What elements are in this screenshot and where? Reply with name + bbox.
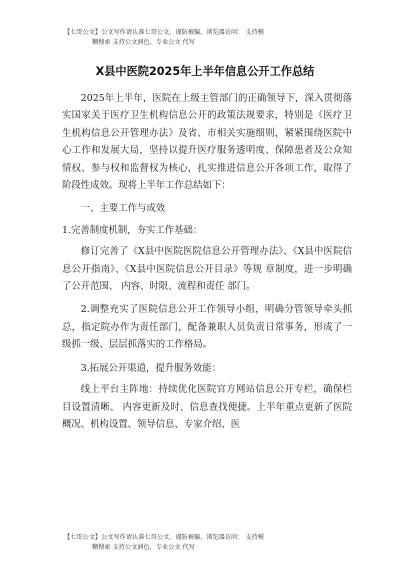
top-notice [64,28,364,48]
bottom-notice-line2: 糊搜索 支持公文润色，专业公文 代写 [92,544,195,551]
section-heading-main-work: 一、主要工作与成效 [80,203,166,215]
item1-paragraph: 修订完善了《X县中医院医院信息公开管理办法》、《X县中医院信息公开指南》、《X县中医院信息公开目录》等规 章制度，进一步明确了公开范围、 内容、时限、流程和责任 部门。 [62,246,352,293]
top-notice-line1: 【七哥公文】公文写作请认准七哥公文，谨防被骗，浏览器访问： 支持模 [64,29,264,36]
item2-paragraph: 2.调整充实了医院信息公开工作领导小组，明确分管领导牵头抓总，指定院办作为责任部门，配备兼职人员负责日常事务，形成了一级抓一级、层层抓落实的工作格局。 [62,304,352,351]
document-body [62,90,352,439]
document-title: X县中医院2025年上半年信息公开工作总结 [95,65,315,78]
item3-heading: 3.拓展公开渠道，提升服务效能： [80,362,221,374]
top-notice-line2: 糊搜索 支持公文润色，专业公文 代写 [92,39,195,46]
item1-heading: 1.完善制度机制，夯实工作基础： [62,224,203,236]
bottom-notice [64,533,364,553]
intro-paragraph: 2025年上半年，医院在上级主管部门的正确领导下，深入贯彻落实国家关于医疗卫生机构信息公开的政策法规要求，特别是《医疗卫生机构信息公开管理办法》及省、市相关实施细则，紧紧围绕医院中心工作和发展大局，坚持以提升医疗服务透明度、保障患者及公众知情权、参与权和监督权为核心，扎实推进信息公开各项工作，取得了阶段性成效。现将上半年工作总结如下： [62,93,352,192]
bottom-notice-line1: 【七哥公文】公文写作请认准七哥公文，谨防被骗，浏览器访问： 支持模 [64,534,264,541]
item3-paragraph: 线上平台主阵地：持续优化医院官方网站信息公开专栏，确保栏目设置清晰、 内容更新及时、信息查找便捷。上半年重点更新了医院概况、机构设置、领导信息、专家介绍、医 [62,384,352,430]
